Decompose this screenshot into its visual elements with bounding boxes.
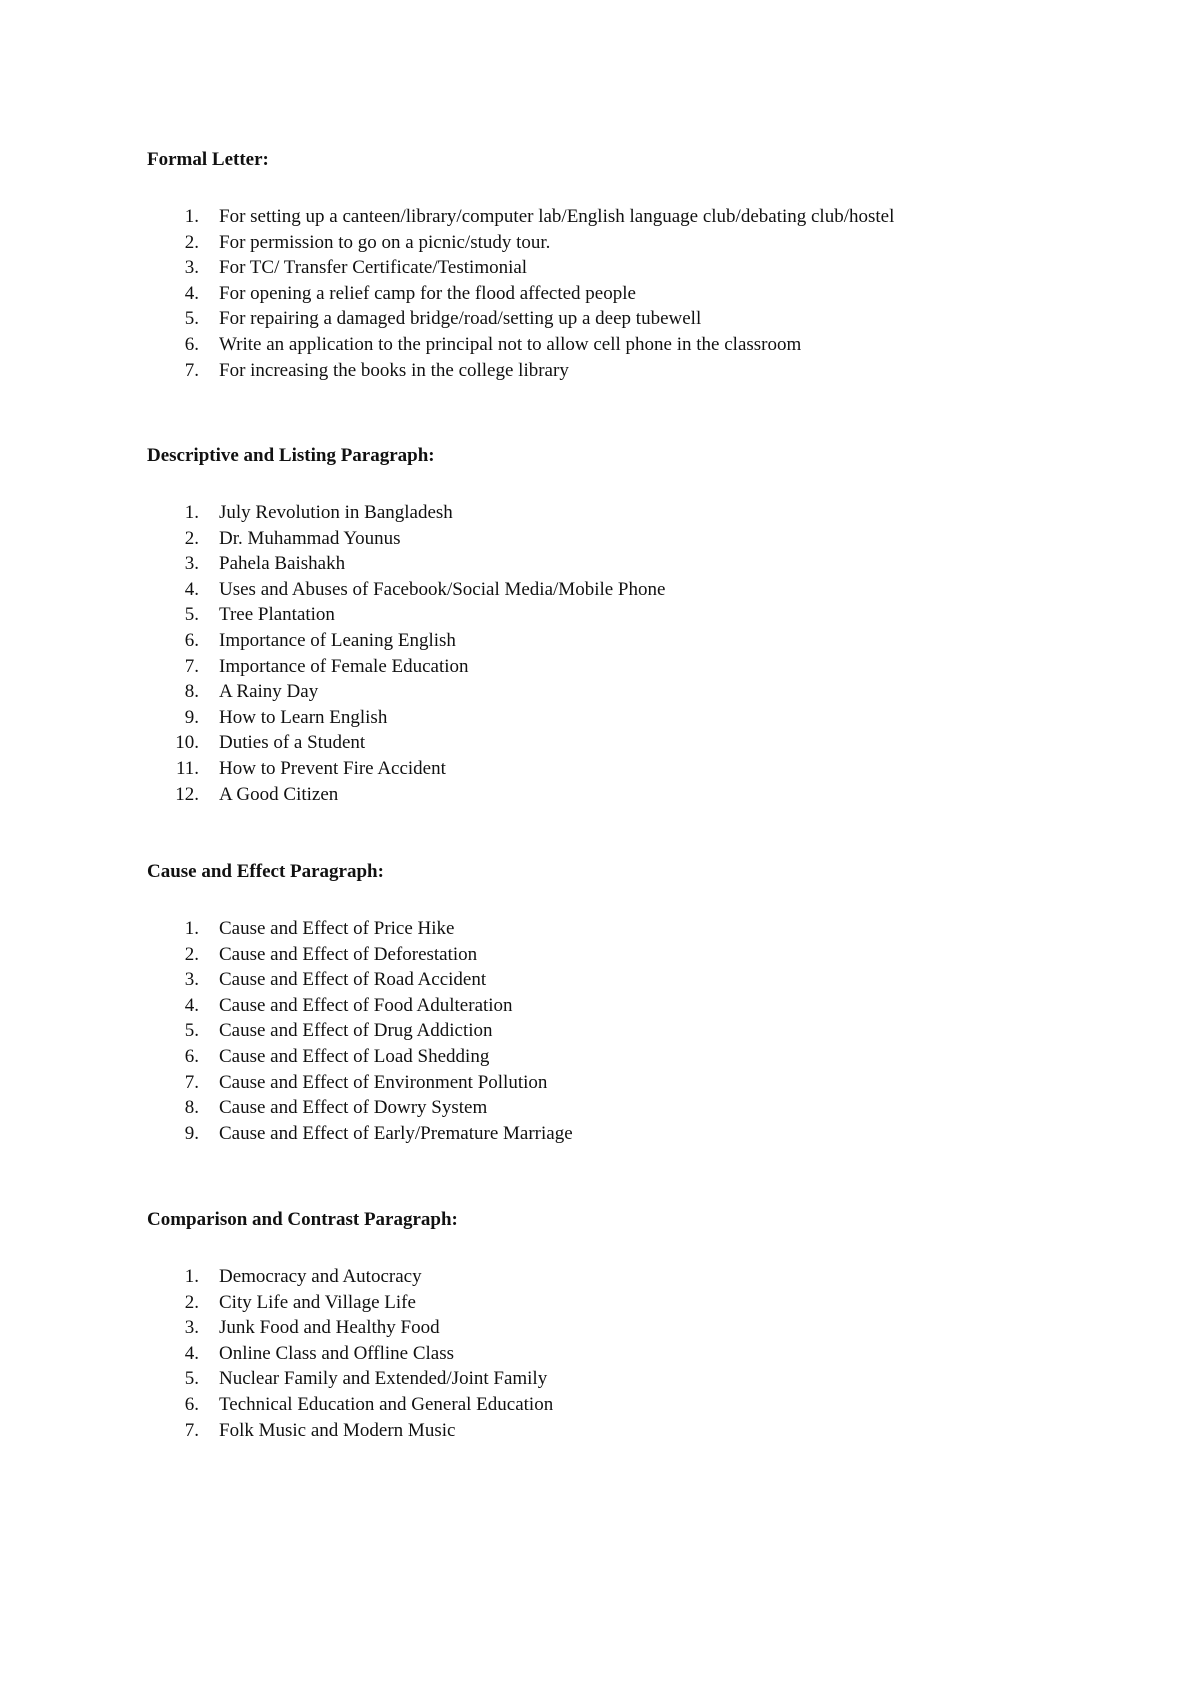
list-item [147,782,1147,808]
item-number: 5. [184,1368,199,1390]
item-number: 4. [184,1342,199,1364]
topic-list [147,1264,1147,1443]
item-text: Importance of Female Education [219,655,469,677]
list-item [147,993,1147,1019]
item-number: 3. [184,969,199,991]
section-comparison-contrast [147,1208,1147,1441]
list-item [147,230,1147,256]
item-text: For permission to go on a picnic/study tour. [219,231,551,253]
list-item [147,1418,1147,1444]
item-number: 12. [175,783,199,805]
item-text: July Revolution in Bangladesh [219,502,453,523]
item-text: Dr. Muhammad Younus [219,527,401,549]
item-text: A Rainy Day [219,681,319,703]
list-item [147,628,1147,654]
list-item [147,1392,1147,1418]
list-item [147,1290,1147,1316]
item-number: 2. [184,231,199,253]
item-text: Democracy and Autocracy [219,1266,422,1287]
list-item [147,967,1147,993]
item-number: 6. [184,1393,199,1415]
section-heading: Formal Letter: [147,149,269,170]
item-text: Cause and Effect of Price Hike [219,918,455,939]
item-number: 7. [184,655,199,677]
list-item [147,281,1147,307]
topic-list [147,500,1147,807]
item-text: For increasing the books in the college library [219,359,569,381]
item-number: 1. [184,502,199,523]
item-number: 7. [184,1419,199,1441]
item-text: Cause and Effect of Early/Premature Marriage [219,1122,573,1144]
list-item [147,500,1147,526]
item-number: 9. [184,706,199,728]
item-text: How to Learn English [219,706,388,728]
section-heading: Descriptive and Listing Paragraph: [147,445,435,466]
list-item [147,255,1147,281]
item-number: 7. [184,1071,199,1093]
topic-list [147,916,1147,1146]
item-number: 8. [184,681,199,703]
list-item [147,1315,1147,1341]
item-number: 3. [184,553,199,575]
list-item [147,756,1147,782]
item-number: 4. [184,578,199,600]
item-number: 5. [184,308,199,330]
item-number: 3. [184,1317,199,1339]
item-text: Folk Music and Modern Music [219,1419,456,1441]
list-item [147,1341,1147,1367]
item-number: 1. [184,918,199,939]
list-item [147,730,1147,756]
item-number: 3. [184,257,199,279]
item-text: Cause and Effect of Load Shedding [219,1045,490,1067]
list-item [147,654,1147,680]
list-item [147,526,1147,552]
item-number: 11. [175,757,199,779]
item-text: Importance of Leaning English [219,629,456,651]
item-text: City Life and Village Life [219,1291,416,1313]
list-item [147,1095,1147,1121]
item-number: 4. [184,282,199,304]
section-heading: Comparison and Contrast Paragraph: [147,1209,458,1230]
list-item [147,705,1147,731]
item-number: 1. [184,1266,199,1287]
item-number: 9. [184,1122,199,1144]
list-item [147,1366,1147,1392]
item-text: For TC/ Transfer Certificate/Testimonial [219,257,528,279]
item-text: For repairing a damaged bridge/road/setting up a deep tubewell [219,308,702,330]
item-text: Cause and Effect of Dowry System [219,1097,488,1119]
item-text: Uses and Abuses of Facebook/Social Media/Mobile Phone [219,578,666,600]
item-text: For setting up a canteen/library/computer lab/English language club/debating club/hostel [219,206,895,227]
list-item [147,551,1147,577]
item-text: Duties of a Student [219,732,366,754]
list-item [147,679,1147,705]
item-text: Cause and Effect of Food Adulteration [219,994,513,1016]
item-text: Online Class and Offline Class [219,1342,455,1364]
list-item [147,358,1147,384]
item-text: Cause and Effect of Drug Addiction [219,1020,493,1042]
list-item [147,1018,1147,1044]
item-text: For opening a relief camp for the flood affected people [219,282,636,304]
item-number: 6. [184,1045,199,1067]
list-item [147,1044,1147,1070]
list-item [147,306,1147,332]
list-item [147,602,1147,628]
item-text: A Good Citizen [219,783,339,805]
list-item [147,1070,1147,1096]
topic-list [147,204,1147,383]
section-formal-letter [147,148,1147,381]
item-number: 6. [184,629,199,651]
item-number: 1. [184,206,199,227]
list-item [147,1121,1147,1147]
item-number: 2. [184,943,199,965]
item-text: Nuclear Family and Extended/Joint Family [219,1368,548,1390]
item-text: Write an application to the principal not to allow cell phone in the classroom [219,333,802,355]
list-item [147,577,1147,603]
item-number: 5. [184,604,199,626]
section-descriptive-listing [147,444,1147,805]
list-item [147,332,1147,358]
section-cause-effect [147,860,1147,1144]
list-item [147,916,1147,942]
item-text: Junk Food and Healthy Food [219,1317,440,1339]
item-number: 5. [184,1020,199,1042]
section-heading: Cause and Effect Paragraph: [147,861,384,882]
item-text: Cause and Effect of Deforestation [219,943,478,965]
list-item [147,1264,1147,1290]
item-number: 4. [184,994,199,1016]
list-item [147,204,1147,230]
item-number: 2. [184,527,199,549]
item-number: 10. [175,732,199,754]
item-text: How to Prevent Fire Accident [219,757,446,779]
item-number: 7. [184,359,199,381]
item-text: Pahela Baishakh [219,553,346,575]
item-number: 2. [184,1291,199,1313]
item-text: Cause and Effect of Road Accident [219,969,487,991]
item-number: 6. [184,333,199,355]
item-text: Technical Education and General Education [219,1393,554,1415]
item-number: 8. [184,1097,199,1119]
item-text: Tree Plantation [219,604,335,626]
item-text: Cause and Effect of Environment Pollution [219,1071,548,1093]
list-item [147,942,1147,968]
